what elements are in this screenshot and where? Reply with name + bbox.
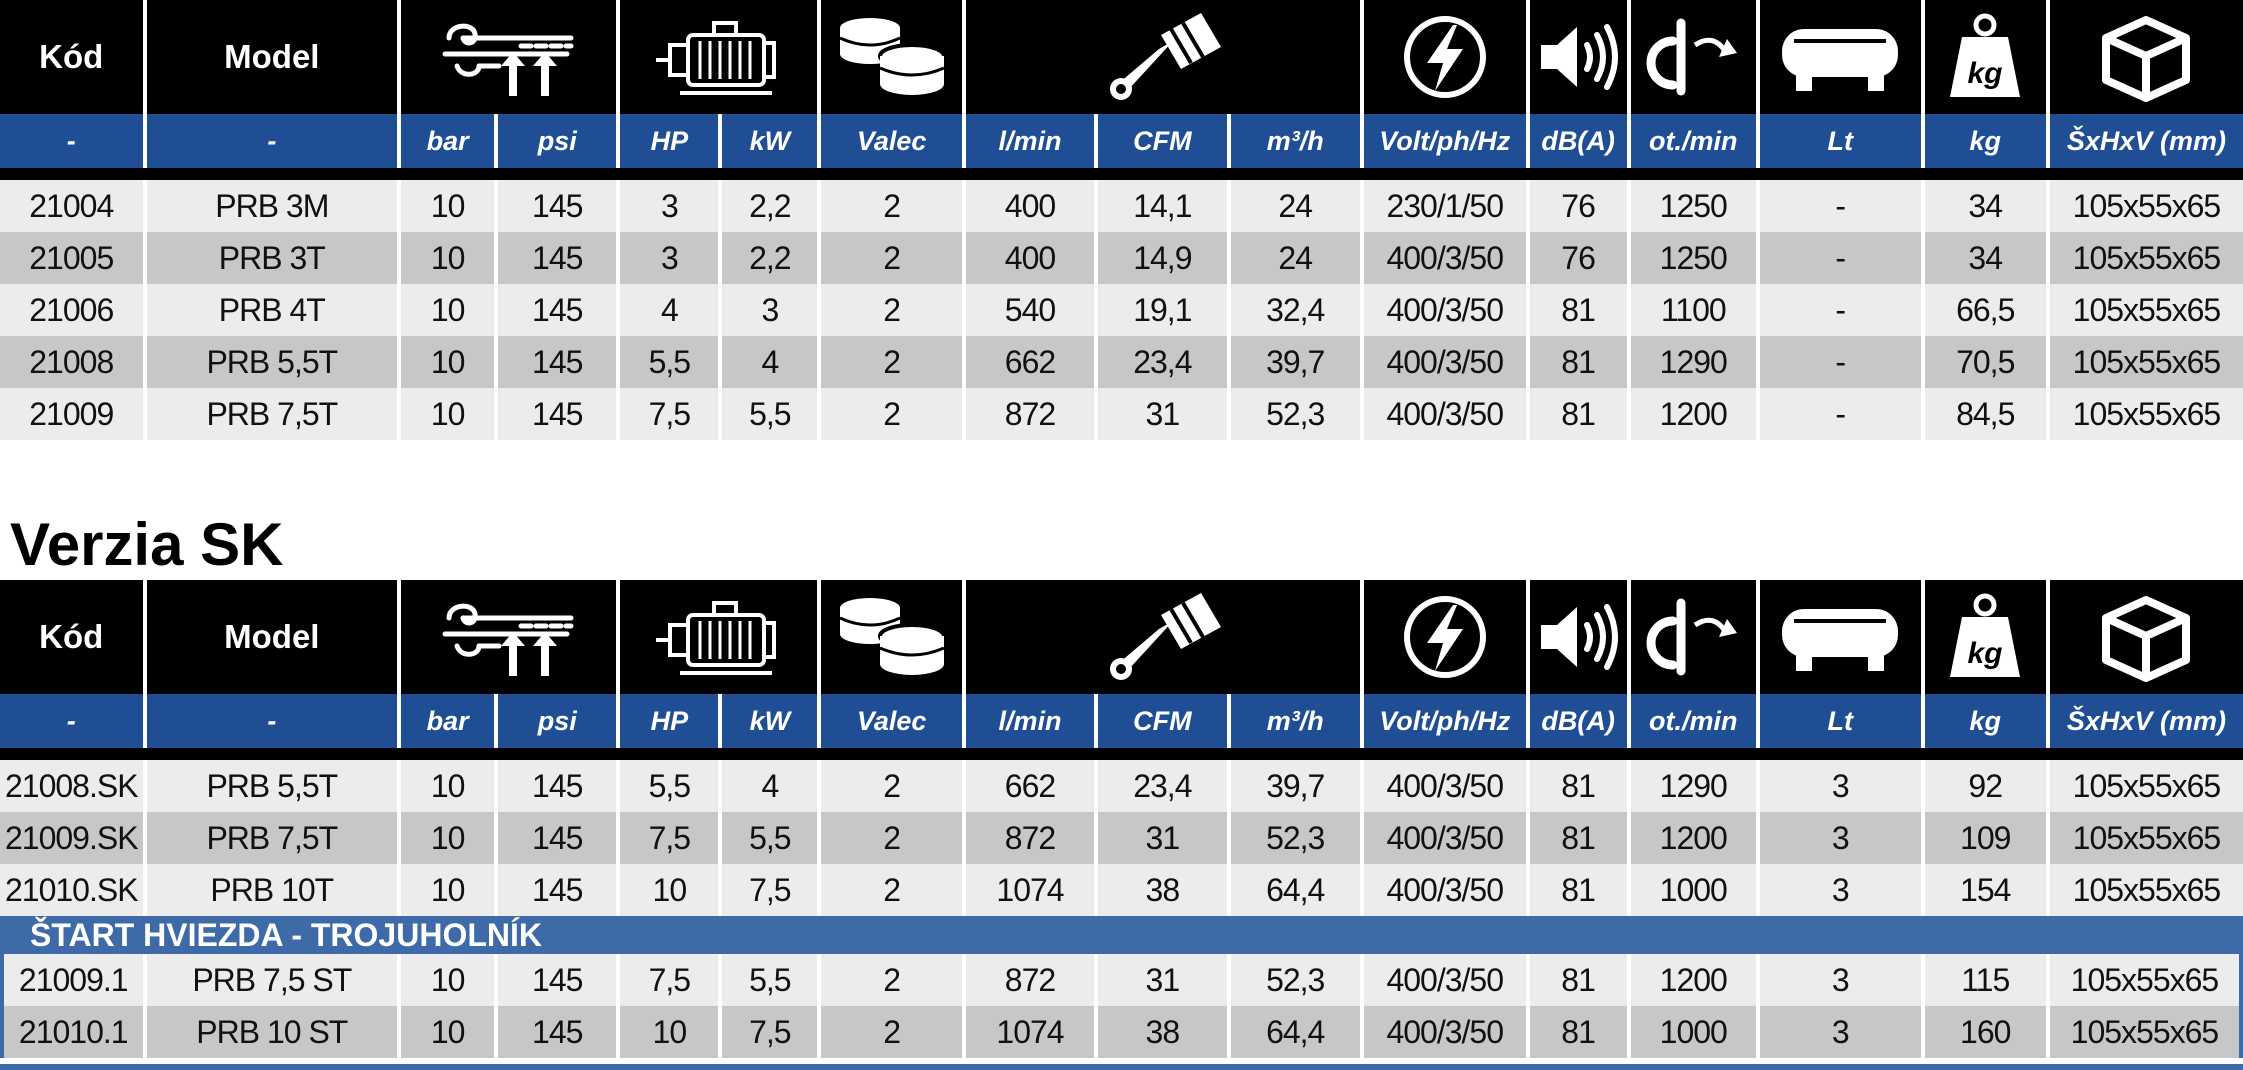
table-row (0, 336, 2243, 388)
cell-psi: 145 (498, 760, 616, 812)
lightning-icon (1364, 0, 1526, 114)
units-header-row (0, 694, 2243, 748)
compressor-table-standard (0, 0, 2243, 440)
cell-dimensions: 105x55x65 (2050, 388, 2243, 440)
cell-bar: 10 (401, 1006, 494, 1058)
cell-m3-h: 52,3 (1231, 954, 1360, 1006)
cell-psi: 145 (498, 180, 616, 232)
speaker-icon (1530, 580, 1627, 694)
table-row (0, 232, 2243, 284)
box-icon (2050, 580, 2243, 694)
cell-kod: 21006 (0, 284, 143, 336)
icon-header-row (0, 0, 2243, 114)
cell-psi: 145 (498, 1006, 616, 1058)
cell-db-a: 81 (1530, 812, 1627, 864)
rotation-icon (1631, 580, 1756, 694)
cell-kg: 154 (1925, 864, 2046, 916)
cell-psi: 145 (498, 284, 616, 336)
cell-bar: 10 (401, 336, 494, 388)
cell-hp: 7,5 (620, 388, 718, 440)
cell-kod: 21008 (0, 336, 143, 388)
cell-bar: 10 (401, 864, 494, 916)
table-row (0, 812, 2243, 864)
cell-dimensions: 105x55x65 (2050, 812, 2243, 864)
cell-valec: 2 (821, 864, 961, 916)
cell-l-min: 662 (966, 760, 1094, 812)
cell-lt: 3 (1760, 864, 1921, 916)
cell-m3-h: 64,4 (1231, 1006, 1360, 1058)
speaker-icon (1530, 0, 1627, 114)
cell-psi: 145 (498, 864, 616, 916)
cell-ot-min: 1100 (1631, 284, 1756, 336)
weight-kg-icon (1925, 580, 2046, 694)
rotation-icon (1631, 0, 1756, 114)
cell-l-min: 400 (966, 180, 1094, 232)
cell-ot-min: 1250 (1631, 180, 1756, 232)
weight-kg-label: kg (1967, 637, 2003, 670)
cell-kw: 7,5 (722, 864, 817, 916)
cell-ot-min: 1200 (1631, 954, 1756, 1006)
table-row (0, 180, 2243, 232)
cell-bar: 10 (401, 232, 494, 284)
cell-model: PRB 4T (147, 284, 398, 336)
unit-l-min: l/min (966, 694, 1094, 748)
cell-hp: 3 (620, 180, 718, 232)
unit-dimensions: ŠxHxV (mm) (2050, 114, 2243, 168)
cell-volt-ph-hz: 400/3/50 (1364, 336, 1526, 388)
cell-volt-ph-hz: 400/3/50 (1364, 812, 1526, 864)
cell-db-a: 81 (1530, 760, 1627, 812)
cell-kod: 21004 (0, 180, 143, 232)
cell-volt-ph-hz: 400/3/50 (1364, 864, 1526, 916)
cell-volt-ph-hz: 230/1/50 (1364, 180, 1526, 232)
cell-kw: 4 (722, 336, 817, 388)
unit-ot-min: ot./min (1631, 114, 1756, 168)
cell-l-min: 540 (966, 284, 1094, 336)
table-row (0, 1006, 2243, 1058)
cell-l-min: 1074 (966, 864, 1094, 916)
cell-valec: 2 (821, 954, 961, 1006)
cell-psi: 145 (498, 812, 616, 864)
icon-header-row (0, 580, 2243, 694)
piston-icon (966, 0, 1360, 114)
air-flow-pressure-icon (401, 580, 616, 694)
cell-m3-h: 24 (1231, 180, 1360, 232)
unit-kod: - (0, 694, 143, 748)
cell-dimensions: 105x55x65 (2050, 232, 2243, 284)
cell-bar: 10 (401, 284, 494, 336)
cell-valec: 2 (821, 812, 961, 864)
cylinders-icon (821, 0, 961, 114)
unit-kod: - (0, 114, 143, 168)
cell-kod: 21009.SK (0, 812, 143, 864)
compressor-table-sk (0, 580, 2243, 1058)
cell-lt: - (1760, 284, 1921, 336)
table-row (0, 388, 2243, 440)
cell-bar: 10 (401, 760, 494, 812)
cell-kod: 21009.1 (0, 954, 143, 1006)
cell-valec: 2 (821, 760, 961, 812)
header-spacer (0, 168, 2243, 180)
cell-kg: 66,5 (1925, 284, 2046, 336)
cell-cfm: 38 (1098, 1006, 1226, 1058)
header-spacer (0, 748, 2243, 760)
cell-kw: 5,5 (722, 812, 817, 864)
unit-cfm: CFM (1098, 114, 1226, 168)
cell-model: PRB 10T (147, 864, 398, 916)
cell-kod: 21010.SK (0, 864, 143, 916)
cell-hp: 10 (620, 864, 718, 916)
unit-kw: kW (722, 694, 817, 748)
cell-volt-ph-hz: 400/3/50 (1364, 1006, 1526, 1058)
cell-bar: 10 (401, 388, 494, 440)
cell-kw: 7,5 (722, 1006, 817, 1058)
tank-icon (1760, 0, 1921, 114)
cell-cfm: 31 (1098, 388, 1226, 440)
cell-model: PRB 10 ST (147, 1006, 398, 1058)
header-model: Model (147, 580, 398, 694)
cell-ot-min: 1000 (1631, 1006, 1756, 1058)
electric-motor-icon (620, 0, 817, 114)
cell-volt-ph-hz: 400/3/50 (1364, 284, 1526, 336)
cell-model: PRB 7,5T (147, 388, 398, 440)
cell-kg: 160 (1925, 1006, 2046, 1058)
cell-kg: 34 (1925, 180, 2046, 232)
electric-motor-icon (620, 580, 817, 694)
cell-l-min: 1074 (966, 1006, 1094, 1058)
cell-kw: 5,5 (722, 388, 817, 440)
cell-ot-min: 1290 (1631, 336, 1756, 388)
cell-valec: 2 (821, 1006, 961, 1058)
cell-m3-h: 24 (1231, 232, 1360, 284)
unit-lt: Lt (1760, 114, 1921, 168)
header-kod: Kód (0, 0, 143, 114)
weight-kg-icon (1925, 0, 2046, 114)
cell-kw: 2,2 (722, 232, 817, 284)
start-star-delta-band (0, 916, 2243, 954)
cell-kw: 4 (722, 760, 817, 812)
unit-hp: HP (620, 114, 718, 168)
cell-hp: 7,5 (620, 812, 718, 864)
cell-lt: 3 (1760, 760, 1921, 812)
cell-hp: 3 (620, 232, 718, 284)
cell-kod: 21005 (0, 232, 143, 284)
cell-kw: 5,5 (722, 954, 817, 1006)
cell-valec: 2 (821, 284, 961, 336)
cell-valec: 2 (821, 180, 961, 232)
unit-model: - (147, 694, 398, 748)
table-row (0, 760, 2243, 812)
unit-db-a: dB(A) (1530, 694, 1627, 748)
cell-model: PRB 5,5T (147, 760, 398, 812)
cell-l-min: 872 (966, 812, 1094, 864)
cell-kg: 109 (1925, 812, 2046, 864)
section-title-verzia-sk: Verzia SK (10, 511, 284, 578)
cell-hp: 10 (620, 1006, 718, 1058)
cell-kod: 21009 (0, 388, 143, 440)
cell-lt: - (1760, 180, 1921, 232)
cell-kod: 21010.1 (0, 1006, 143, 1058)
cell-psi: 145 (498, 388, 616, 440)
unit-valec: Valec (821, 114, 961, 168)
unit-volt-ph-hz: Volt/ph/Hz (1364, 114, 1526, 168)
piston-icon (966, 580, 1360, 694)
cell-db-a: 81 (1530, 954, 1627, 1006)
cell-ot-min: 1290 (1631, 760, 1756, 812)
tank-icon (1760, 580, 1921, 694)
cell-dimensions: 105x55x65 (2050, 180, 2243, 232)
cell-ot-min: 1000 (1631, 864, 1756, 916)
cell-lt: 3 (1760, 812, 1921, 864)
cell-cfm: 14,9 (1098, 232, 1226, 284)
cell-lt: - (1760, 232, 1921, 284)
table-row (0, 954, 2243, 1006)
box-icon (2050, 0, 2243, 114)
cell-psi: 145 (498, 954, 616, 1006)
cell-l-min: 872 (966, 388, 1094, 440)
cell-m3-h: 39,7 (1231, 760, 1360, 812)
cell-db-a: 81 (1530, 336, 1627, 388)
cell-kod: 21008.SK (0, 760, 143, 812)
weight-kg-label: kg (1967, 57, 2003, 90)
unit-psi: psi (498, 694, 616, 748)
cell-db-a: 81 (1530, 864, 1627, 916)
cell-m3-h: 52,3 (1231, 812, 1360, 864)
cell-db-a: 76 (1530, 232, 1627, 284)
units-header-row (0, 114, 2243, 168)
cell-l-min: 872 (966, 954, 1094, 1006)
unit-valec: Valec (821, 694, 961, 748)
cell-cfm: 23,4 (1098, 760, 1226, 812)
cell-kw: 2,2 (722, 180, 817, 232)
unit-dimensions: ŠxHxV (mm) (2050, 694, 2243, 748)
cell-valec: 2 (821, 388, 961, 440)
cell-db-a: 81 (1530, 284, 1627, 336)
unit-bar: bar (401, 694, 494, 748)
cell-model: PRB 3T (147, 232, 398, 284)
cell-bar: 10 (401, 954, 494, 1006)
cell-kg: 115 (1925, 954, 2046, 1006)
cell-volt-ph-hz: 400/3/50 (1364, 232, 1526, 284)
unit-psi: psi (498, 114, 616, 168)
unit-cfm: CFM (1098, 694, 1226, 748)
cell-model: PRB 3M (147, 180, 398, 232)
cell-psi: 145 (498, 336, 616, 388)
cell-m3-h: 52,3 (1231, 388, 1360, 440)
cell-m3-h: 64,4 (1231, 864, 1360, 916)
bottom-accent-band (0, 1064, 2243, 1070)
cell-dimensions: 105x55x65 (2050, 336, 2243, 388)
cell-lt: - (1760, 388, 1921, 440)
cell-lt: 3 (1760, 1006, 1921, 1058)
unit-kw: kW (722, 114, 817, 168)
unit-volt-ph-hz: Volt/ph/Hz (1364, 694, 1526, 748)
cell-ot-min: 1250 (1631, 232, 1756, 284)
unit-model: - (147, 114, 398, 168)
cell-l-min: 662 (966, 336, 1094, 388)
cell-kg: 92 (1925, 760, 2046, 812)
cell-kw: 3 (722, 284, 817, 336)
start-star-delta-label: ŠTART HVIEZDA - TROJUHOLNÍK (0, 916, 2243, 954)
cell-ot-min: 1200 (1631, 388, 1756, 440)
cell-bar: 10 (401, 180, 494, 232)
unit-bar: bar (401, 114, 494, 168)
cell-bar: 10 (401, 812, 494, 864)
cell-kg: 70,5 (1925, 336, 2046, 388)
cell-db-a: 76 (1530, 180, 1627, 232)
cell-hp: 7,5 (620, 954, 718, 1006)
cell-ot-min: 1200 (1631, 812, 1756, 864)
cell-l-min: 400 (966, 232, 1094, 284)
cell-dimensions: 105x55x65 (2050, 954, 2243, 1006)
lightning-icon (1364, 580, 1526, 694)
cell-volt-ph-hz: 400/3/50 (1364, 760, 1526, 812)
cylinders-icon (821, 580, 961, 694)
unit-db-a: dB(A) (1530, 114, 1627, 168)
cell-dimensions: 105x55x65 (2050, 864, 2243, 916)
cell-m3-h: 32,4 (1231, 284, 1360, 336)
cell-volt-ph-hz: 400/3/50 (1364, 388, 1526, 440)
cell-dimensions: 105x55x65 (2050, 1006, 2243, 1058)
cell-hp: 5,5 (620, 760, 718, 812)
header-kod: Kód (0, 580, 143, 694)
cell-cfm: 23,4 (1098, 336, 1226, 388)
cell-cfm: 38 (1098, 864, 1226, 916)
unit-lt: Lt (1760, 694, 1921, 748)
table-row (0, 284, 2243, 336)
cell-model: PRB 7,5T (147, 812, 398, 864)
cell-m3-h: 39,7 (1231, 336, 1360, 388)
header-model: Model (147, 0, 398, 114)
unit-kg: kg (1925, 114, 2046, 168)
unit-l-min: l/min (966, 114, 1094, 168)
unit-m3-h: m³/h (1231, 114, 1360, 168)
cell-cfm: 19,1 (1098, 284, 1226, 336)
unit-kg: kg (1925, 694, 2046, 748)
unit-hp: HP (620, 694, 718, 748)
cell-hp: 4 (620, 284, 718, 336)
cell-db-a: 81 (1530, 388, 1627, 440)
cell-cfm: 31 (1098, 812, 1226, 864)
cell-model: PRB 5,5T (147, 336, 398, 388)
unit-ot-min: ot./min (1631, 694, 1756, 748)
air-flow-pressure-icon (401, 0, 616, 114)
cell-lt: - (1760, 336, 1921, 388)
cell-cfm: 14,1 (1098, 180, 1226, 232)
cell-psi: 145 (498, 232, 616, 284)
cell-db-a: 81 (1530, 1006, 1627, 1058)
cell-valec: 2 (821, 232, 961, 284)
unit-m3-h: m³/h (1231, 694, 1360, 748)
cell-dimensions: 105x55x65 (2050, 760, 2243, 812)
cell-hp: 5,5 (620, 336, 718, 388)
table-row (0, 864, 2243, 916)
cell-cfm: 31 (1098, 954, 1226, 1006)
cell-kg: 84,5 (1925, 388, 2046, 440)
cell-dimensions: 105x55x65 (2050, 284, 2243, 336)
cell-kg: 34 (1925, 232, 2046, 284)
cell-volt-ph-hz: 400/3/50 (1364, 954, 1526, 1006)
cell-model: PRB 7,5 ST (147, 954, 398, 1006)
cell-valec: 2 (821, 336, 961, 388)
cell-lt: 3 (1760, 954, 1921, 1006)
